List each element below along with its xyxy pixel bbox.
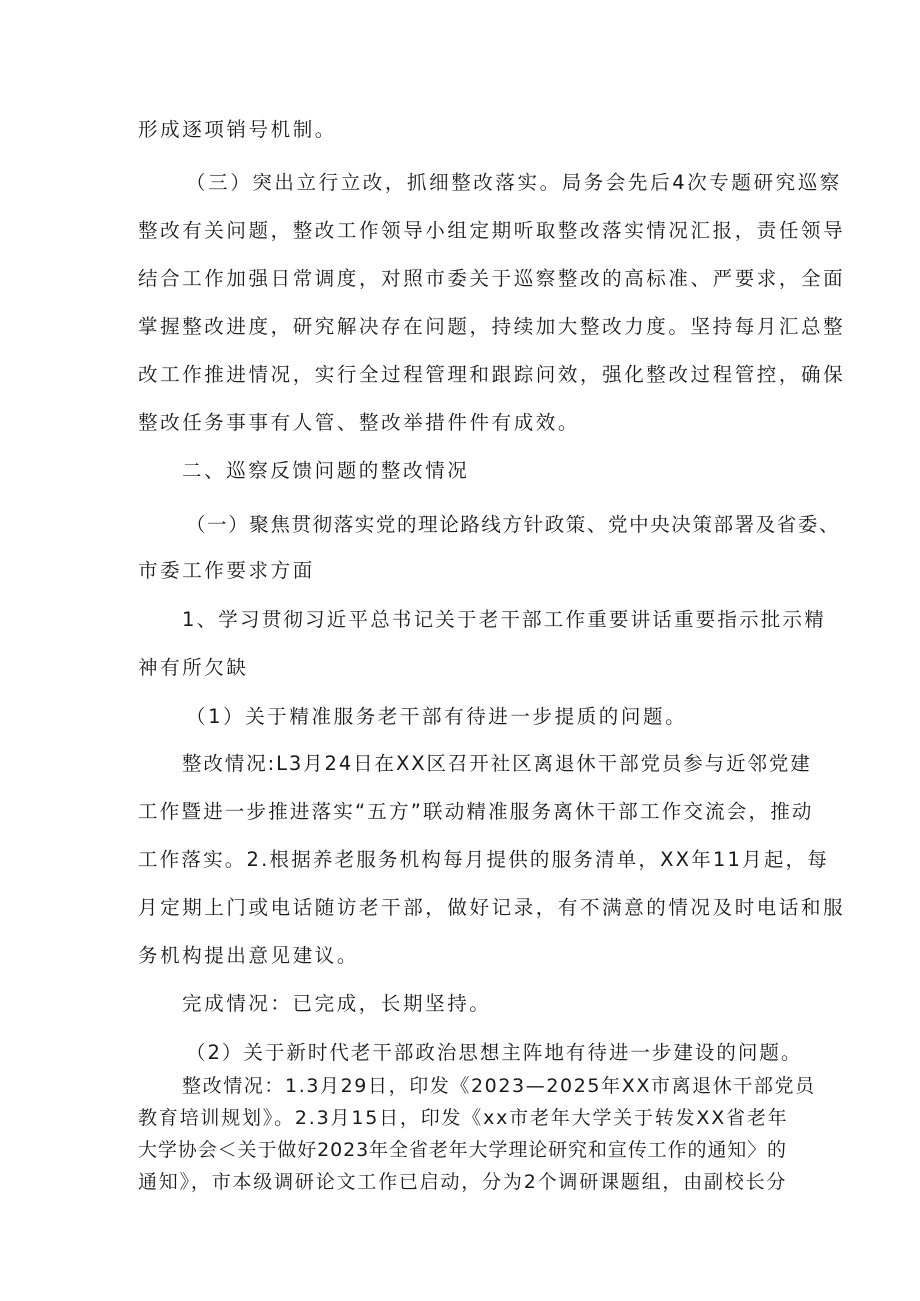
completion-status: 完成情况：已完成，长期坚持。 [182, 992, 492, 1015]
body-text-line: 市委工作要求方面 [138, 559, 315, 582]
body-text-line: 务机构提出意见建议。 [138, 944, 360, 967]
body-text-line: 工作暨进一步推进落实“五方”联动精准服务离休干部工作交流会，推动 [138, 800, 814, 823]
body-text-line: 神有所欠缺 [138, 656, 249, 679]
body-text-line: 通知》，市本级调研论文工作已启动，分为2个调研课题组，由副校长分 [138, 1171, 788, 1193]
body-text-line: 结合工作加强日常调度，对照市委关于巡察整改的高标准、严要求，全面 [138, 267, 846, 290]
issue-heading: （1）关于精准服务老干部有待进一步提质的问题。 [186, 705, 688, 728]
chapter-heading: 二、巡察反馈问题的整改情况 [182, 459, 470, 482]
subsection-heading: （一）聚焦贯彻落实党的理论路线方针政策、党中央决策部署及省委、 [186, 513, 841, 536]
body-text-line: 整改有关问题，整改工作领导小组定期听取整改落实情况汇报，责任领导 [138, 219, 846, 242]
body-text-line: 工作落实。2.根据养老服务机构每月提供的服务清单，XX年11月起，每 [138, 848, 829, 871]
body-text-line: 月定期上门或电话随访老干部，做好记录，有不满意的情况及时电话和服 [138, 896, 846, 919]
body-text-line: 形成逐项销号机制。 [138, 118, 337, 141]
body-text-line: 整改任务事事有人管、整改举措件件有成效。 [138, 411, 581, 434]
body-text-line: 掌握整改进度，研究解决存在问题，持续加大整改力度。坚持每月汇总整 [138, 315, 846, 338]
rectification-text: 整改情况:L3月24日在XX区召开社区离退休干部党员参与近邻党建 [182, 752, 812, 775]
issue-heading: （2）关于新时代老干部政治思想主阵地有待进一步建设的问题。 [186, 1041, 803, 1064]
item-heading: 1、学习贯彻习近平总书记关于老干部工作重要讲话重要指示批示精 [182, 608, 826, 631]
rectification-text: 整改情况：1.3月29日，印发《2023—2025年XX市离退休干部党员 [182, 1075, 816, 1097]
section-heading-three: （三）突出立行立改，抓细整改落实。局务会先后4次专题研究巡察 [186, 171, 842, 194]
body-text-line: 大学协会＜关于做好2023年全省老年大学理论研究和宣传工作的通知〉的 [138, 1139, 787, 1161]
body-text-line: 教育培训规划》。2.3月15日，印发《xx市老年大学关于转发XX省老年 [138, 1107, 789, 1129]
body-text-line: 改工作推进情况，实行全过程管理和跟踪问效，强化整改过程管控，确保 [138, 363, 846, 386]
